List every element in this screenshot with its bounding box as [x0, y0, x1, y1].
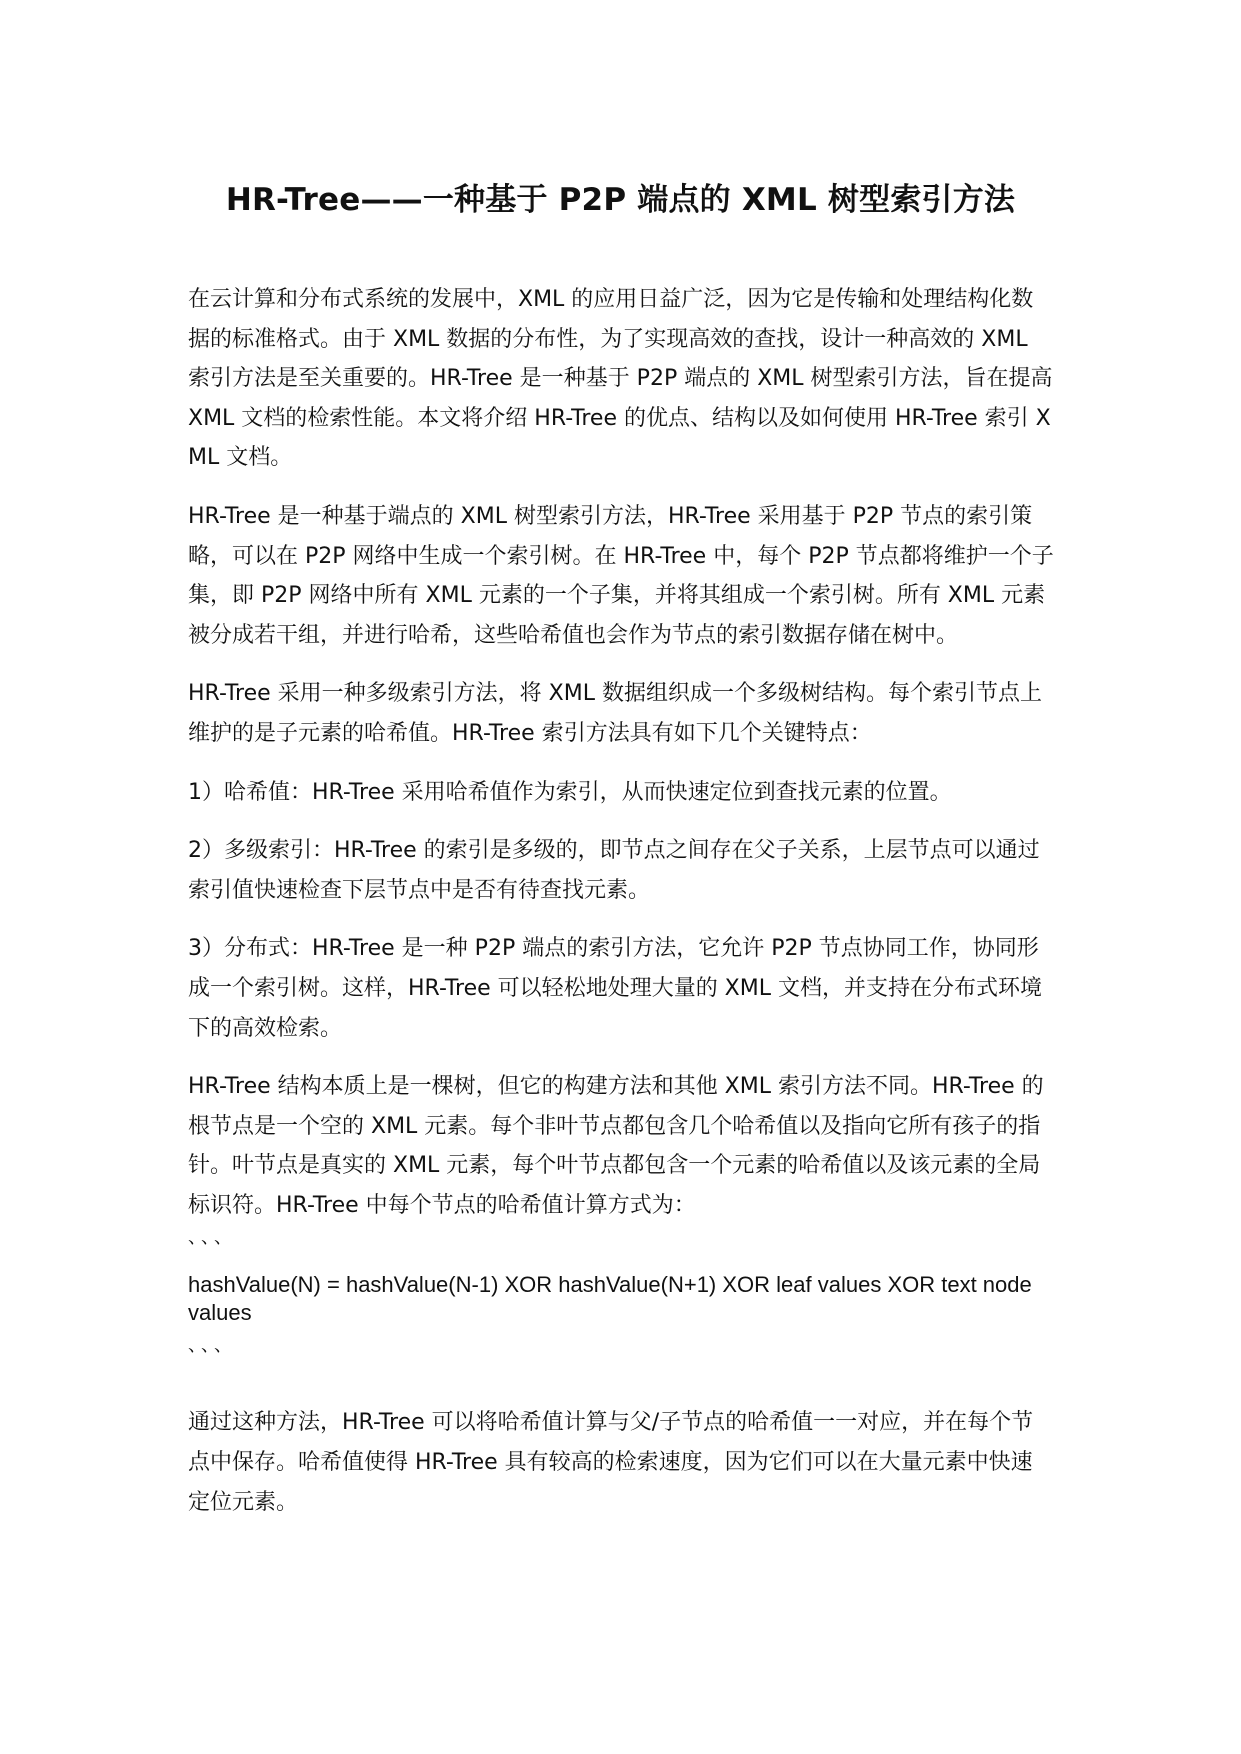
- feature-hash-value: 1）哈希值：HR-Tree 采用哈希值作为索引，从而快速定位到查找元素的位置。: [188, 779, 952, 805]
- code-fence-open: 、、、: [188, 1227, 236, 1249]
- feature-distributed: 3）分布式：HR-Tree 是一种 P2P 端点的索引方法，它允许 P2P 节点协同工作，协同形成一个索引树。这样，HR-Tree 可以轻松地处理大量的 XML 文档，并支持在分布式环境下的高效检索。: [188, 936, 1042, 1041]
- document-title: HR-Tree——一种基于 P2P 端点的 XML 树型索引方法: [225, 182, 1016, 218]
- paragraph-conclusion: 通过这种方法，HR-Tree 可以将哈希值计算与父/子节点的哈希值一一对应，并在每个节点中保存。哈希值使得 HR-Tree 具有较高的检索速度，因为它们可以在大量元素中快速定位元素。: [188, 1410, 1034, 1515]
- hash-formula: hashValue(N) = hashValue(N-1) XOR hashValue(N+1) XOR leaf values XOR text node values: [188, 1272, 1032, 1326]
- paragraph-multilevel: HR-Tree 采用一种多级索引方法，将 XML 数据组织成一个多级树结构。每个索引节点上维护的是子元素的哈希值。HR-Tree 索引方法具有如下几个关键特点：: [188, 681, 1042, 746]
- paragraph-structure: HR-Tree 结构本质上是一棵树，但它的构建方法和其他 XML 索引方法不同。HR-Tree 的根节点是一个空的 XML 元素。每个非叶节点都包含几个哈希值以及指向它所有孩子的指针。叶节点是真实的 XML 元素，每个叶节点都包含一个元素的哈希值以及该元素的全局标识符。HR-Tree 中每个节点的哈希值计算方式为：: [188, 1074, 1044, 1218]
- paragraph-overview: HR-Tree 是一种基于端点的 XML 树型索引方法，HR-Tree 采用基于 P2P 节点的索引策略，可以在 P2P 网络中生成一个索引树。在 HR-Tree 中，每个 P2P 节点都将维护一个子集，即 P2P 网络中所有 XML 元素的一个子集，并将其组成一个索引树。所有 XML 元素被分成若干组，并进行哈希，这些哈希值也会作为节点的索引数据存储在树中。: [188, 503, 1054, 648]
- document-body: [188, 280, 1054, 1541]
- paragraph-intro: 在云计算和分布式系统的发展中，XML 的应用日益广泛，因为它是传输和处理结构化数据的标准格式。由于 XML 数据的分布性，为了实现高效的查找，设计一种高效的 XML 索引方法是至关重要的。HR-Tree 是一种基于 P2P 端点的 XML 树型索引方法，旨在提高 XML 文档的检索性能。本文将介绍 HR-Tree 的优点、结构以及如何使用 HR-Tree 索引 XML 文档。: [188, 287, 1053, 471]
- feature-multilevel-index: 2）多级索引：HR-Tree 的索引是多级的，即节点之间存在父子关系，上层节点可以通过索引值快速检查下层节点中是否有待查找元素。: [188, 838, 1040, 903]
- code-fence-close: 、、、: [188, 1335, 236, 1357]
